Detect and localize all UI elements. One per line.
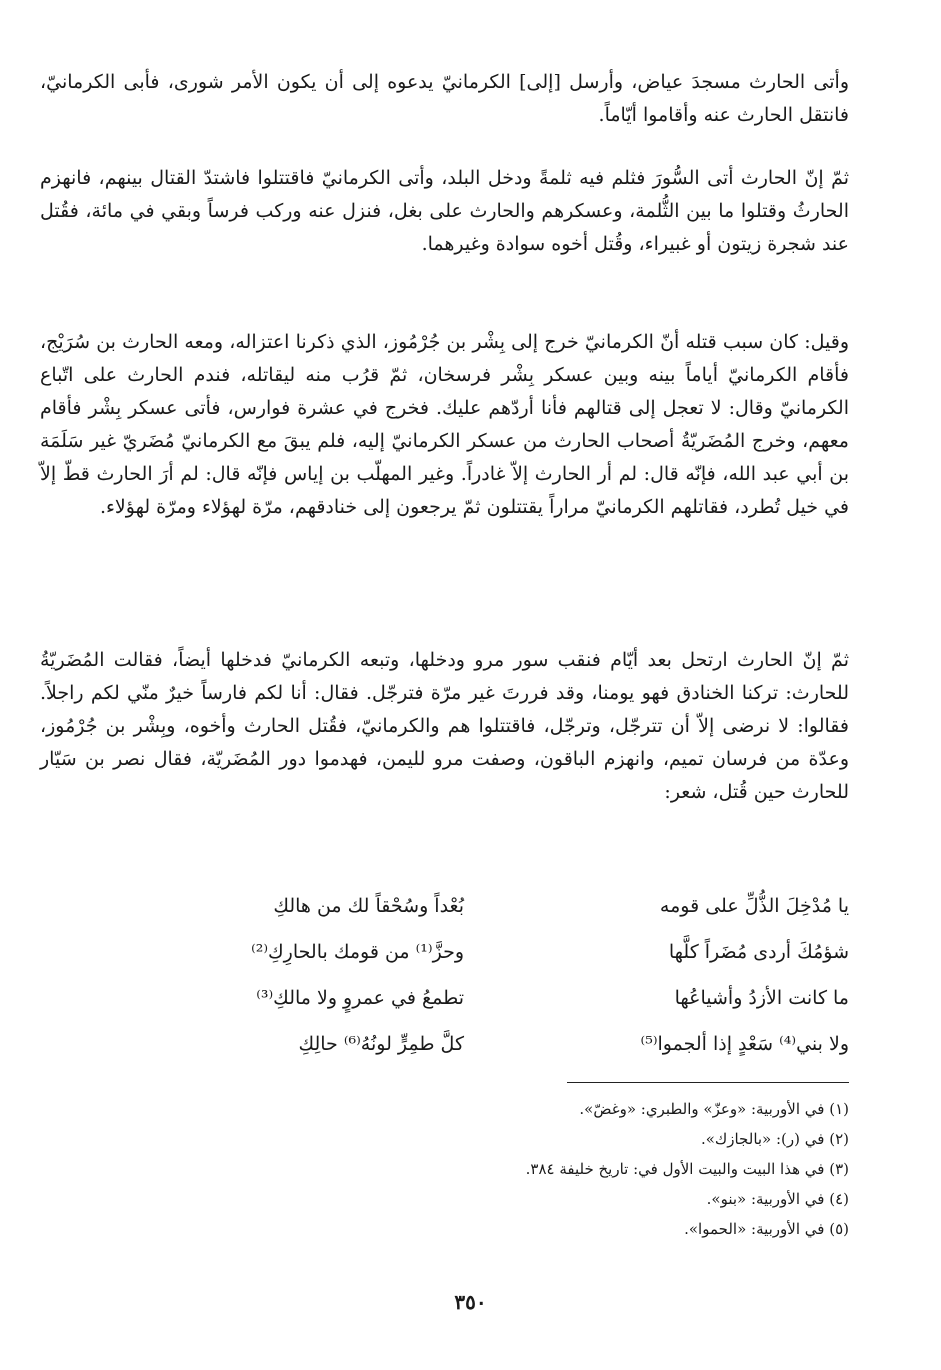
verse-first-hemistich: يا مُدْخِلَ الذُّلِّ على قومه [659, 895, 849, 917]
paragraph: وقيل: كان سبب قتله أنّ الكرمانيّ خرج إلى بِشْر بن جُرْمُوز، الذي ذكرنا اعتزاله، ومعه الحارث بن سُرَيْج، فأقام الكرمانيّ أياماً بينه وبين عسكر بِشْر فرسخان، ثمّ قرُب منه ليقاتله، فندم الحارث على اتّباع الكرمانيّ وقال: لا تعجل إلى قتالهم فأنا أردّهم عليك. فخرج في عشرة فوارس، فأتى عسكر بِشْر فأقام معهم، وخرج المُضَريّةُ أصحاب الحارث من عسكر الكرمانيّ إليه، فلم يبقَ مع الكرمانيّ مُضَريّ غير سَلَمَة بن أبي عبد الله، فإنّه قال: لم أر الحارث إلاّ غادراً. وغير المهلّب بن إياس فإنّه قال: لم أرَ الحارث قطّ إلاّ في خيل تُطرد، فقاتلهم الكرمانيّ مراراً يقتتلون ثمّ يرجعون إلى خنادقهم، مرّة لهؤلاء ومرّة لهؤلاء. [40, 331, 850, 518]
verse-first-hemistich: ما كانت الأزدُ وأشياعُها [674, 987, 849, 1009]
poem-verse [90, 886, 849, 926]
verse-first-hemistich: شؤمُكَ أردى مُضَراً كلَّها [668, 941, 849, 963]
page-number: ٣٥٠ [454, 1290, 487, 1314]
verse-second-hemistich: كلَّ طمِرٍّ لونُهُ⁽⁶⁾ حالِكِ [298, 1033, 464, 1055]
footnotes-list [40, 1094, 849, 1244]
poem-verse [90, 978, 849, 1018]
paragraph: وأتى الحارث مسجدَ عياض، وأرسل [إلى] الكرمانيّ يدعوه إلى أن يكون الأمر شورى، فأبى الكرمانيّ، فانتقل الحارث عنه وأقاموا أيّاماً. [40, 71, 849, 126]
footnote-divider [567, 1082, 849, 1083]
footnote: (٢) في (ر): «بالجازك». [700, 1130, 849, 1148]
paragraph: ثمّ إنّ الحارث أتى السُّورَ فثلم فيه ثلمةً ودخل البلد، وأتى الكرمانيّ فاقتتلوا فاشتدّ القتال بينهم، فانهزم الحارثُ وقتلوا ما بين الثُّلمة، وعسكرهم والحارث على بغل، فنزل عنه وركب فرساً وبقي في مائة، فقُتل عند شجرة زيتون أو غبيراء، وقُتل أخوه سوادة وغيرهما. [40, 167, 849, 255]
footnote: (٤) في الأوربية: «بنو». [706, 1190, 849, 1208]
verse-first-hemistich: ولا بني⁽⁴⁾ سَعْدٍ إذا ألجموا⁽⁵⁾ [640, 1033, 849, 1055]
footnote: (٥) في الأوربية: «الحموا». [684, 1220, 849, 1238]
verse-second-hemistich: وحزَّ⁽¹⁾ من قومك بالحارِكِ⁽²⁾ [251, 941, 464, 963]
footnote: (١) في الأوربية: «وعزّ» والطبري: «وغضّ». [579, 1100, 849, 1118]
verse-second-hemistich: تطمعُ في عمروٍ ولا مالكِ⁽³⁾ [256, 987, 464, 1009]
footnote: (٣) في هذا البيت والبيت الأول في: تاريخ خليفة ٣٨٤. [525, 1160, 849, 1178]
paragraph: ثمّ إنّ الحارث ارتحل بعد أيّام فنقب سور مرو ودخلها، وتبعه الكرمانيّ فدخلها أيضاً، فقالت المُضَريّةُ للحارث: تركنا الخنادق فهو يومنا، وقد فررتَ غير مرّة فترجّل. فقال: أنا لكم فارساً خيرٌ منّي لكم راجلاً. فقالوا: لا نرضى إلاّ أن تترجّل، وترجّل، فاقتتلوا هم والكرمانيّ، فقُتل الحارث وأخوه، وبِشْر بن جُرْمُوز، وعدّة من فرسان تميم، وانهزم الباقون، وصفت مرو لليمن، فهدموا دور المُضَريّة، فقال نصر بن سَيّار للحارث حين قُتل، شعر: [40, 649, 849, 803]
poem-verse [90, 932, 849, 972]
poem-verse [90, 1024, 849, 1064]
verse-second-hemistich: بُعْداً وسُحْقاً لك من هالكِ [273, 895, 464, 917]
